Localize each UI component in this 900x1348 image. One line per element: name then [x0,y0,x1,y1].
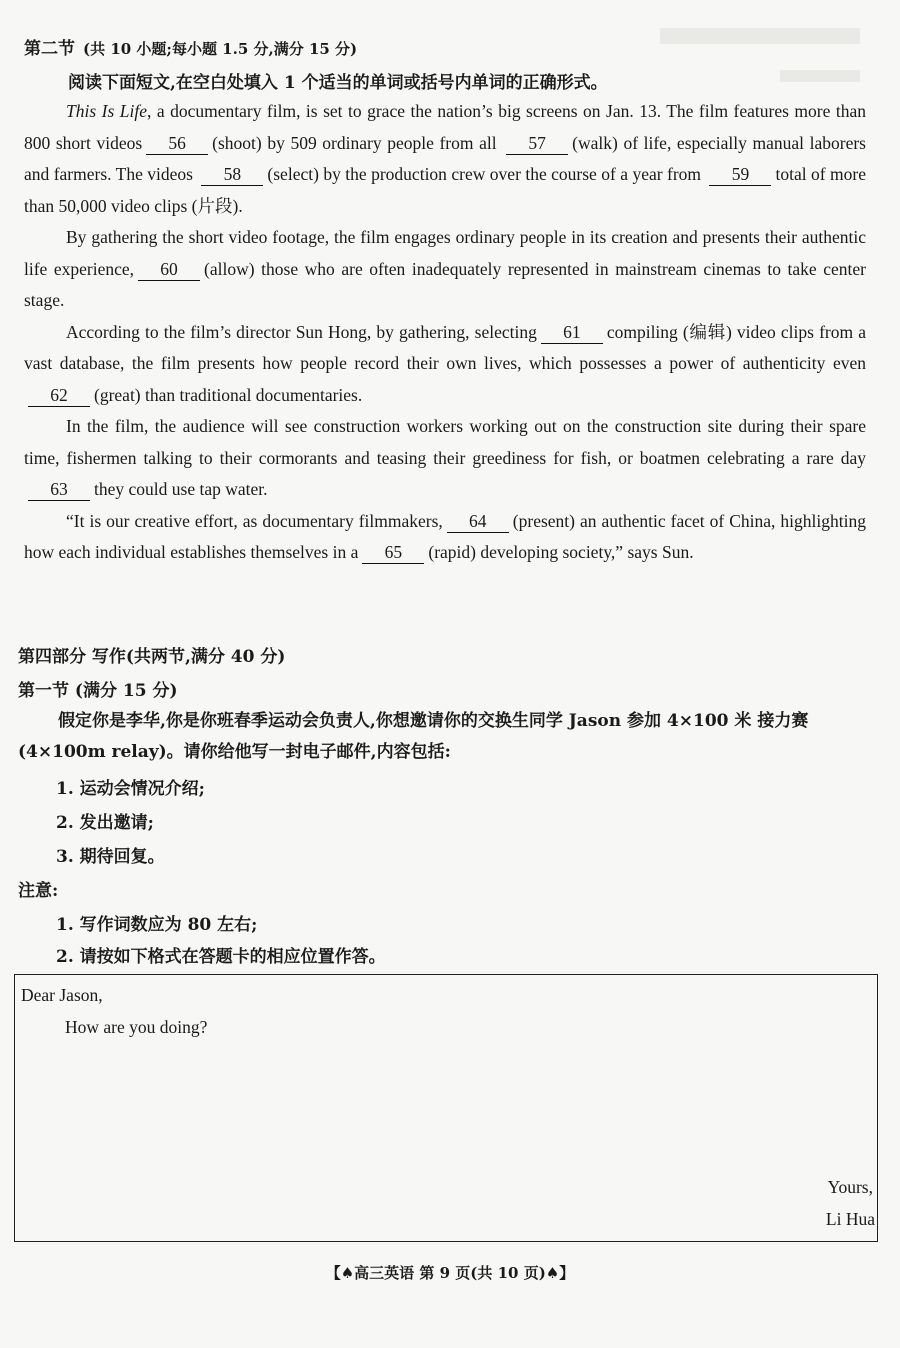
passage-paragraph: In the film, the audience will see construction workers working out on the construction site during their spare time, fishermen talking to their cormorants and teasing their greediness for fish, or boatmen celebrating a rare day63 they could use tap water. [24,416,866,499]
passage-paragraph: This Is Life, a documentary film, is set to grace the nation’s big screens on Jan. 13. The film features more than 800 short videos 56 (shoot) by 509 ordinary people from all 57 (walk) of life, especially manual laborers and farmers. The videos 58 (select) by the production crew over the course of a year from 59 total of more than 50,000 video clips (片段). [24,101,866,216]
note-item: 2. 请按如下格式在答题卡的相应位置作答。 [56,947,386,967]
letter-answer-box[interactable] [14,974,878,1242]
answer-blank[interactable]: 65 [362,541,424,564]
answer-blank[interactable]: 64 [447,510,509,533]
passage-paragraph: By gathering the short video footage, the film engages ordinary people in its creation and presents their authentic life experience, 60 (allow) those who are often inadequately represented in mainstream cinemas to take center stage. [24,227,866,310]
task-item: 2. 发出邀请; [56,813,154,833]
section-heading [24,34,357,59]
letter-signature: Li Hua [825,1209,875,1229]
answer-blank[interactable]: 61 [541,321,603,344]
task-description: 假定你是李华,你是你班春季运动会负责人,你想邀请你的交换生同学 Jason 参加 4×100 米 接力赛(4×100m relay)。请你给他写一封电子邮件,内容包括: [18,711,809,762]
section-instruction: 阅读下面短文,在空白处填入 1 个适当的单词或括号内单词的正确形式。 [68,73,608,93]
answer-blank[interactable]: 57 [506,132,568,155]
answer-blank[interactable]: 59 [709,163,771,186]
note-item: 1. 写作词数应为 80 左右; [56,915,258,935]
answer-blank[interactable]: 56 [146,132,208,155]
writing-section-heading: 第一节 (满分 15 分) [18,681,178,701]
task-item: 1. 运动会情况介绍; [56,779,205,799]
bleed-through-shadow [780,70,860,82]
cloze-passage [24,96,866,569]
task-item: 3. 期待回复。 [56,847,165,867]
film-title: This Is Life [66,101,147,121]
answer-blank[interactable]: 60 [138,258,200,281]
page-footer: 【♠高三英语 第 9 页(共 10 页)♠】 [325,1264,575,1282]
section-title: 第二节 [24,39,75,59]
section-info: (共 10 小题;每小题 1.5 分,满分 15 分) [83,40,358,58]
letter-greeting: How are you doing? [65,1017,208,1037]
letter-salutation: Dear Jason, [21,985,103,1005]
writing-task [18,706,873,768]
passage-paragraph: According to the film’s director Sun Hong, by gathering, selecting 61 compiling (编辑) video clips from a vast database, the film presents how people record their own lives, which possesses a power of authenticity even62 (great) than traditional documentaries. [24,321,866,405]
part4-heading: 第四部分 写作(共两节,满分 40 分) [18,647,286,667]
answer-blank[interactable]: 58 [201,163,263,186]
answer-blank[interactable]: 62 [28,384,90,407]
note-title: 注意: [18,881,59,901]
answer-blank[interactable]: 63 [28,478,90,501]
letter-closing: Yours, [827,1177,873,1197]
bleed-through-shadow [660,28,860,44]
passage-paragraph: “It is our creative effort, as documentary filmmakers, 64 (present) an authentic facet of China, highlighting how each individual establishes themselves in a 65 (rapid) developing society,” says Sun. [24,510,866,562]
